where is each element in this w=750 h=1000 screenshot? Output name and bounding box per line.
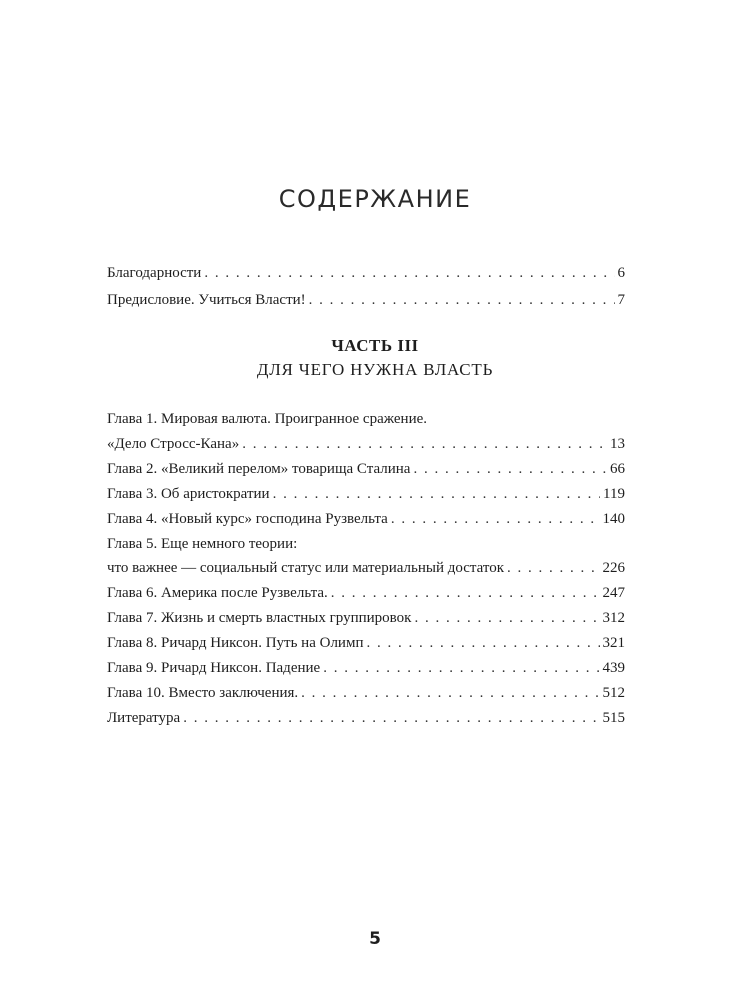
toc-entry-label: Глава 3. Об аристократии (107, 486, 270, 502)
toc-entry-label: «Дело Стросс-Кана» (107, 436, 240, 452)
toc-entry-chapter-10 (107, 683, 625, 703)
toc-entry-page: 512 (602, 685, 625, 701)
toc-entry-chapter-6 (107, 583, 625, 603)
toc-entry-label: Глава 10. Вместо заключения. (107, 685, 299, 701)
dot-leader (391, 509, 600, 529)
dot-leader (183, 708, 599, 728)
toc-entry-page: 226 (602, 560, 625, 576)
toc-chapter-1-line1: Глава 1. Мировая валюта. Проигранное сражение. (107, 411, 428, 427)
dot-leader (204, 263, 614, 283)
dot-leader (507, 558, 599, 578)
part-title: ДЛЯ ЧЕГО НУЖНА ВЛАСТЬ (256, 360, 494, 379)
page-number: 5 (369, 929, 381, 949)
toc-entry-chapter-8 (107, 633, 625, 653)
toc-entry-label: Глава 6. Америка после Рузвельта. (107, 585, 328, 601)
dot-leader (413, 459, 607, 479)
toc-entry-label: Благодарности (107, 265, 202, 281)
toc-entry-page: 66 (610, 461, 625, 477)
toc-entry-label: что важнее — социальный статус или материальный достаток (107, 560, 505, 576)
toc-entry-label: Глава 9. Ричард Никсон. Падение (107, 660, 321, 676)
toc-chapter-5-line1: Глава 5. Еще немного теории: (107, 536, 298, 552)
toc-entry-label: Предисловие. Учиться Власти! (107, 292, 306, 308)
toc-entry-label: Глава 2. «Великий перелом» товарища Сталина (107, 461, 411, 477)
toc-entry-acknowledgements (107, 263, 625, 283)
toc-entry-chapter-2 (107, 459, 625, 479)
toc-entry-page: 515 (602, 710, 625, 726)
toc-entry-page: 247 (602, 585, 625, 601)
toc-entry-page: 7 (617, 292, 625, 308)
page-title: СОДЕРЖАНИЕ (278, 185, 472, 213)
toc-entry-literature (107, 708, 625, 728)
toc-entry-page: 13 (610, 436, 625, 452)
dot-leader (273, 484, 600, 504)
dot-leader (414, 608, 599, 628)
dot-leader (242, 434, 607, 454)
toc-entry-label: Глава 8. Ричард Никсон. Путь на Олимп (107, 635, 364, 651)
dot-leader (366, 633, 599, 653)
toc-entry-chapter-9 (107, 658, 625, 678)
part-heading: ЧАСТЬ III (331, 336, 419, 355)
toc-entry-label: Глава 4. «Новый курс» господина Рузвельта (107, 511, 388, 527)
toc-entry-page: 6 (617, 265, 625, 281)
toc-entry-chapter-5 (107, 558, 625, 578)
toc-entry-chapter-4 (107, 509, 625, 529)
dot-leader (309, 290, 615, 310)
toc-entry-page: 439 (602, 660, 625, 676)
toc-entry-preface (107, 290, 625, 310)
toc-entry-page: 140 (602, 511, 625, 527)
toc-entry-chapter-7 (107, 608, 625, 628)
dot-leader (331, 583, 600, 603)
toc-entry-page: 312 (602, 610, 625, 626)
toc-entry-page: 119 (603, 486, 625, 502)
dot-leader (301, 683, 599, 703)
toc-entry-chapter-3 (107, 484, 625, 504)
toc-entry-label: Литература (107, 710, 181, 726)
dot-leader (323, 658, 599, 678)
toc-entry-label: Глава 7. Жизнь и смерть властных группировок (107, 610, 412, 626)
toc-entry-chapter-1 (107, 434, 625, 454)
toc-entry-page: 321 (602, 635, 625, 651)
